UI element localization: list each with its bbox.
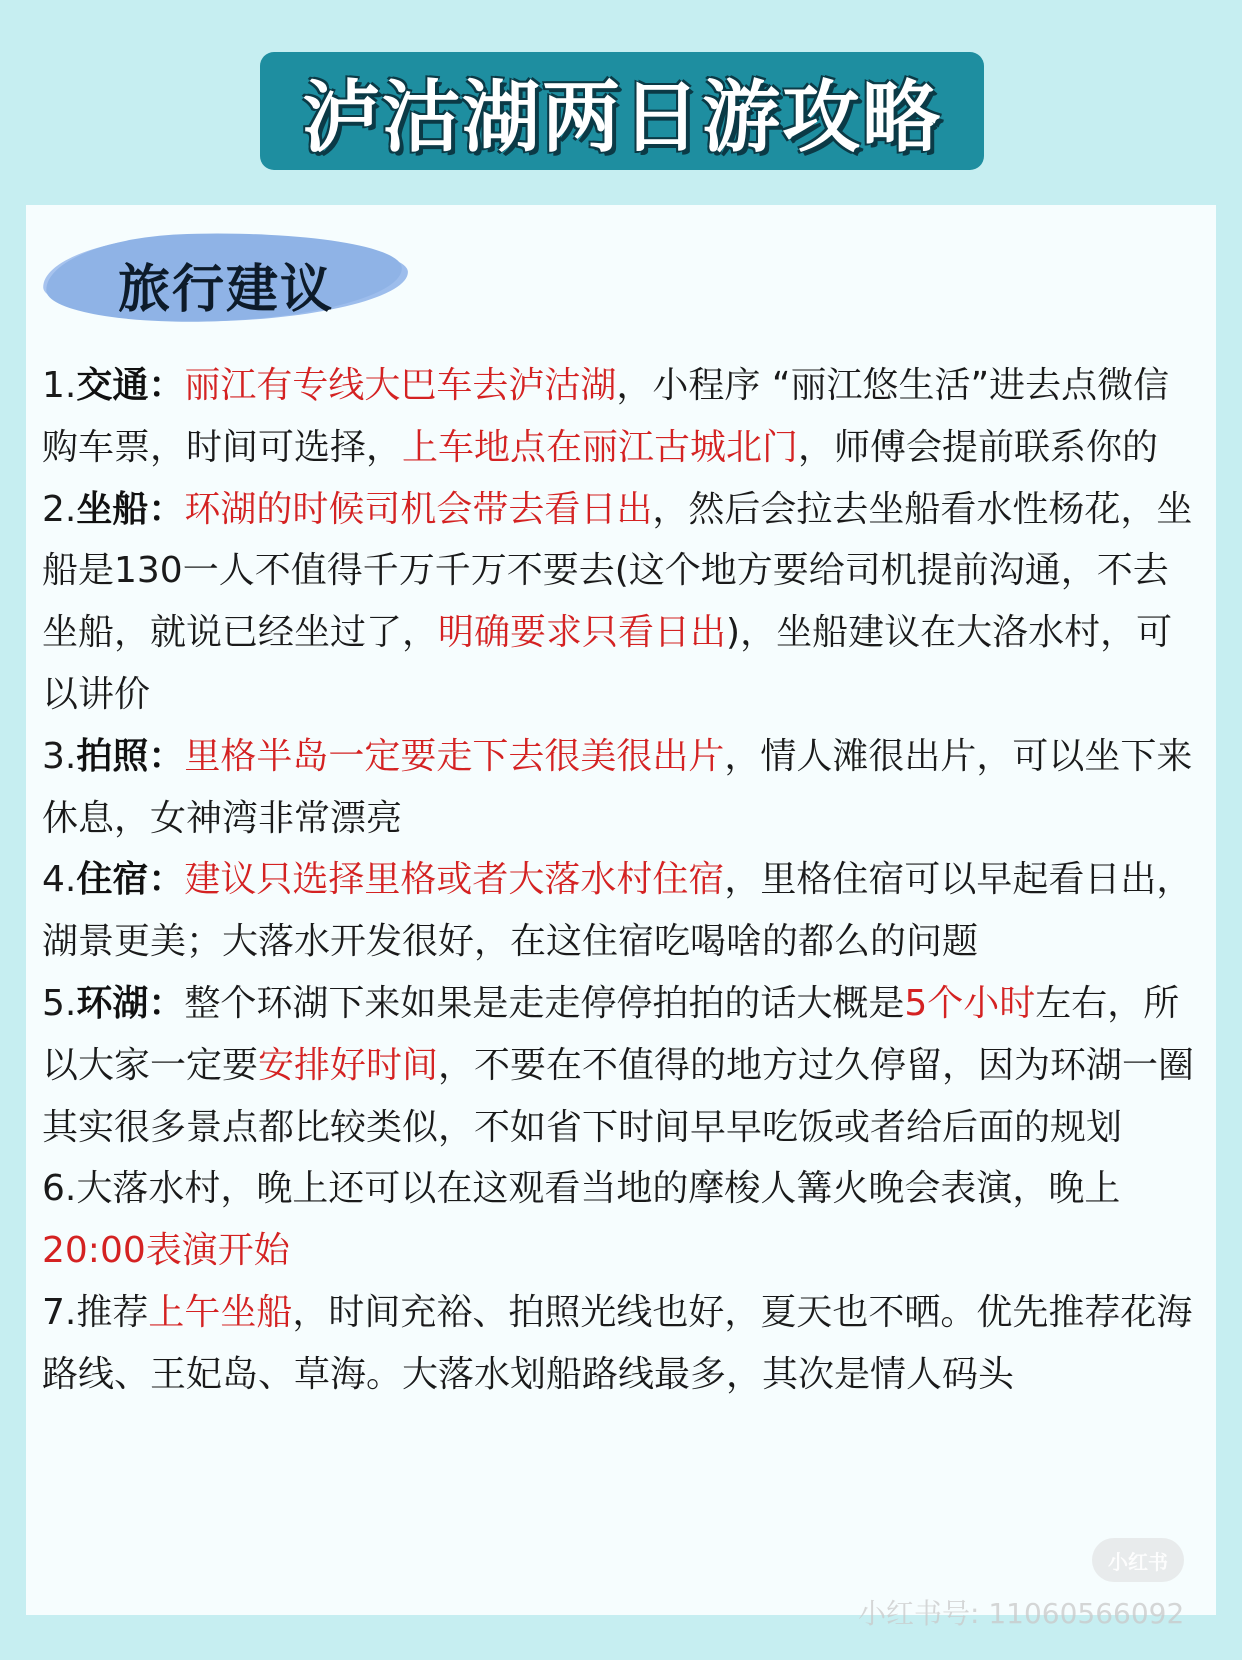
highlight-text: 环湖的时候司机会带去看日出 (184, 488, 653, 530)
body-text: 推荐 (76, 1291, 149, 1333)
highlight-text: 上午坐船 (148, 1291, 293, 1333)
item-number: 4. (42, 859, 77, 901)
section-title: 旅行建议 (118, 260, 335, 320)
item-number: 5. (42, 982, 77, 1024)
watermark-badge: 小红书 (1092, 1538, 1184, 1582)
watermark-id: 小红书号: 11060566092 (858, 1597, 1185, 1630)
content-card (26, 205, 1216, 1615)
body-text: ，师傅会提前联系你的 (798, 426, 1159, 468)
item-number: 2. (42, 488, 77, 530)
highlight-text: 明确要求只看日出 (438, 612, 727, 654)
body-text: )，坐船建议在大洛水村，可以讲价 (42, 612, 1173, 715)
body-text: ，小程序 “丽江悠生活”进去点微信购车票，时间可选择， (42, 365, 1170, 468)
advice-list (42, 355, 1202, 1406)
body-text: ，里格住宿可以早起看日出，湖景更美；大落水开发很好，在这住宿吃喝啥的都么的问题 (42, 859, 1193, 963)
list-item (42, 355, 1202, 479)
body-text: 整个环湖下来如果是走走停停拍拍的话大概是 (184, 982, 905, 1024)
list-item (42, 973, 1202, 1158)
highlight-text: 20:00表演开始 (42, 1230, 290, 1272)
body-text: ，然后会拉去坐船看水性杨花，坐船是130一人不值得千万千万不要去(这个地方要给司机提前沟通，不去坐船，就说已经坐过了， (42, 488, 1193, 654)
body-text: ，不要在不值得的地方过久停留，因为环湖一圈其实很多景点都比较类似，不如省下时间早早吃饭或者给后面的规划 (42, 1044, 1195, 1148)
highlight-text: 安排好时间 (258, 1044, 439, 1086)
highlight-text: 里格半岛一定要走下去很美很出片 (184, 735, 725, 777)
list-item (42, 726, 1202, 850)
list-item (42, 1282, 1202, 1406)
body-text: 左右，所以大家一定要 (42, 982, 1180, 1086)
highlight-text: 丽江有专线大巴车去泸沽湖 (184, 365, 617, 406)
item-label: 坐船： (76, 488, 185, 530)
highlight-text: 上车地点在丽江古城北门 (402, 426, 799, 468)
page-title: 泸沽湖两日游攻略 (301, 73, 942, 163)
highlight-text: 5个小时 (904, 982, 1036, 1024)
body-text: ，时间充裕、拍照光线也好，夏天也不晒。优先推荐花海路线、王妃岛、草海。大落水划船路线最多，其次是情人码头 (42, 1291, 1193, 1395)
list-item (42, 1158, 1202, 1282)
body-text: ，情人滩很出片，可以坐下来休息，女神湾非常漂亮 (42, 735, 1193, 839)
list-item (42, 479, 1202, 726)
item-label: 住宿： (76, 859, 185, 901)
highlight-text: 建议只选择里格或者大落水村住宿 (184, 859, 725, 901)
item-label: 交通： (76, 365, 185, 406)
item-number: 3. (42, 735, 77, 777)
item-label: 拍照： (76, 735, 185, 777)
item-label: 环湖： (76, 982, 185, 1024)
item-number: 6. (42, 1168, 77, 1210)
item-number: 7. (42, 1291, 77, 1333)
title-banner (260, 52, 984, 170)
list-item (42, 849, 1202, 973)
body-text: 大落水村，晚上还可以在这观看当地的摩梭人篝火晚会表演，晚上 (76, 1168, 1121, 1210)
item-number: 1. (42, 365, 77, 406)
